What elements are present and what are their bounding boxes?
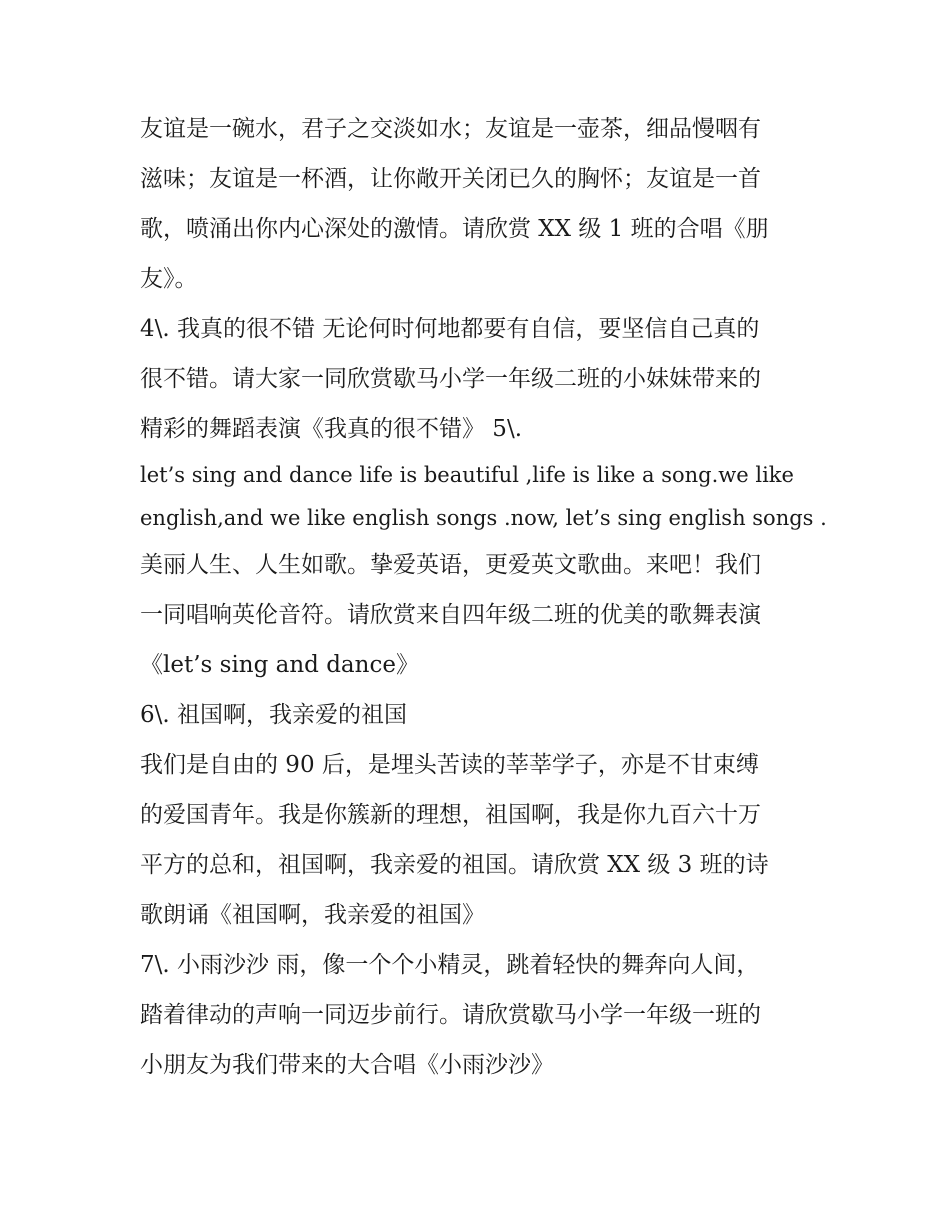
text-line: 6\. 祖国啊，我亲爱的祖国 (140, 702, 408, 728)
text-line: 精彩的舞蹈表演《我真的很不错》 5\. (140, 416, 523, 442)
text-line: english,and we like english songs .now, let’s sing english songs . (140, 506, 827, 530)
text-line: 友》。 (140, 266, 198, 292)
text-line: 我们是自由的 90 后，是埋头苦读的莘莘学子，亦是不甘束缚 (140, 752, 759, 778)
text-line: 7\. 小雨沙沙 雨，像一个个小精灵，跳着轻快的舞奔向人间， (140, 952, 760, 978)
text-line: 4\. 我真的很不错 无论何时何地都要有自信，要坚信自己真的 (140, 316, 760, 342)
text-line: 平方的总和，祖国啊，我亲爱的祖国。请欣赏 XX 级 3 班的诗 (140, 852, 769, 878)
text-line: 《let’s sing and dance》 (140, 652, 419, 678)
text-line: 的爱国青年。我是你簇新的理想，祖国啊，我是你九百六十万 (140, 802, 761, 828)
text-line: 友谊是一碗水，君子之交淡如水；友谊是一壶茶，细品慢咽有 (140, 116, 761, 142)
text-line: let’s sing and dance life is beautiful ,life is like a song.we like (140, 463, 794, 487)
text-line: 一同唱响英伦音符。请欣赏来自四年级二班的优美的歌舞表演 (140, 602, 761, 628)
text-line: 歌，喷涌出你内心深处的激情。请欣赏 XX 级 1 班的合唱《朋 (140, 216, 769, 242)
text-line: 踏着律动的声响一同迈步前行。请欣赏歇马小学一年级一班的 (140, 1002, 761, 1028)
text-line: 滋味；友谊是一杯酒，让你敞开关闭已久的胸怀；友谊是一首 (140, 166, 761, 192)
text-line: 很不错。请大家一同欣赏歇马小学一年级二班的小妹妹带来的 (140, 366, 761, 392)
text-line: 歌朗诵《祖国啊，我亲爱的祖国》 (140, 902, 485, 928)
text-line: 美丽人生、人生如歌。挚爱英语，更爱英文歌曲。来吧！我们 (140, 552, 761, 578)
text-line: 小朋友为我们带来的大合唱《小雨沙沙》 (140, 1052, 554, 1078)
document-page (140, 104, 827, 1090)
